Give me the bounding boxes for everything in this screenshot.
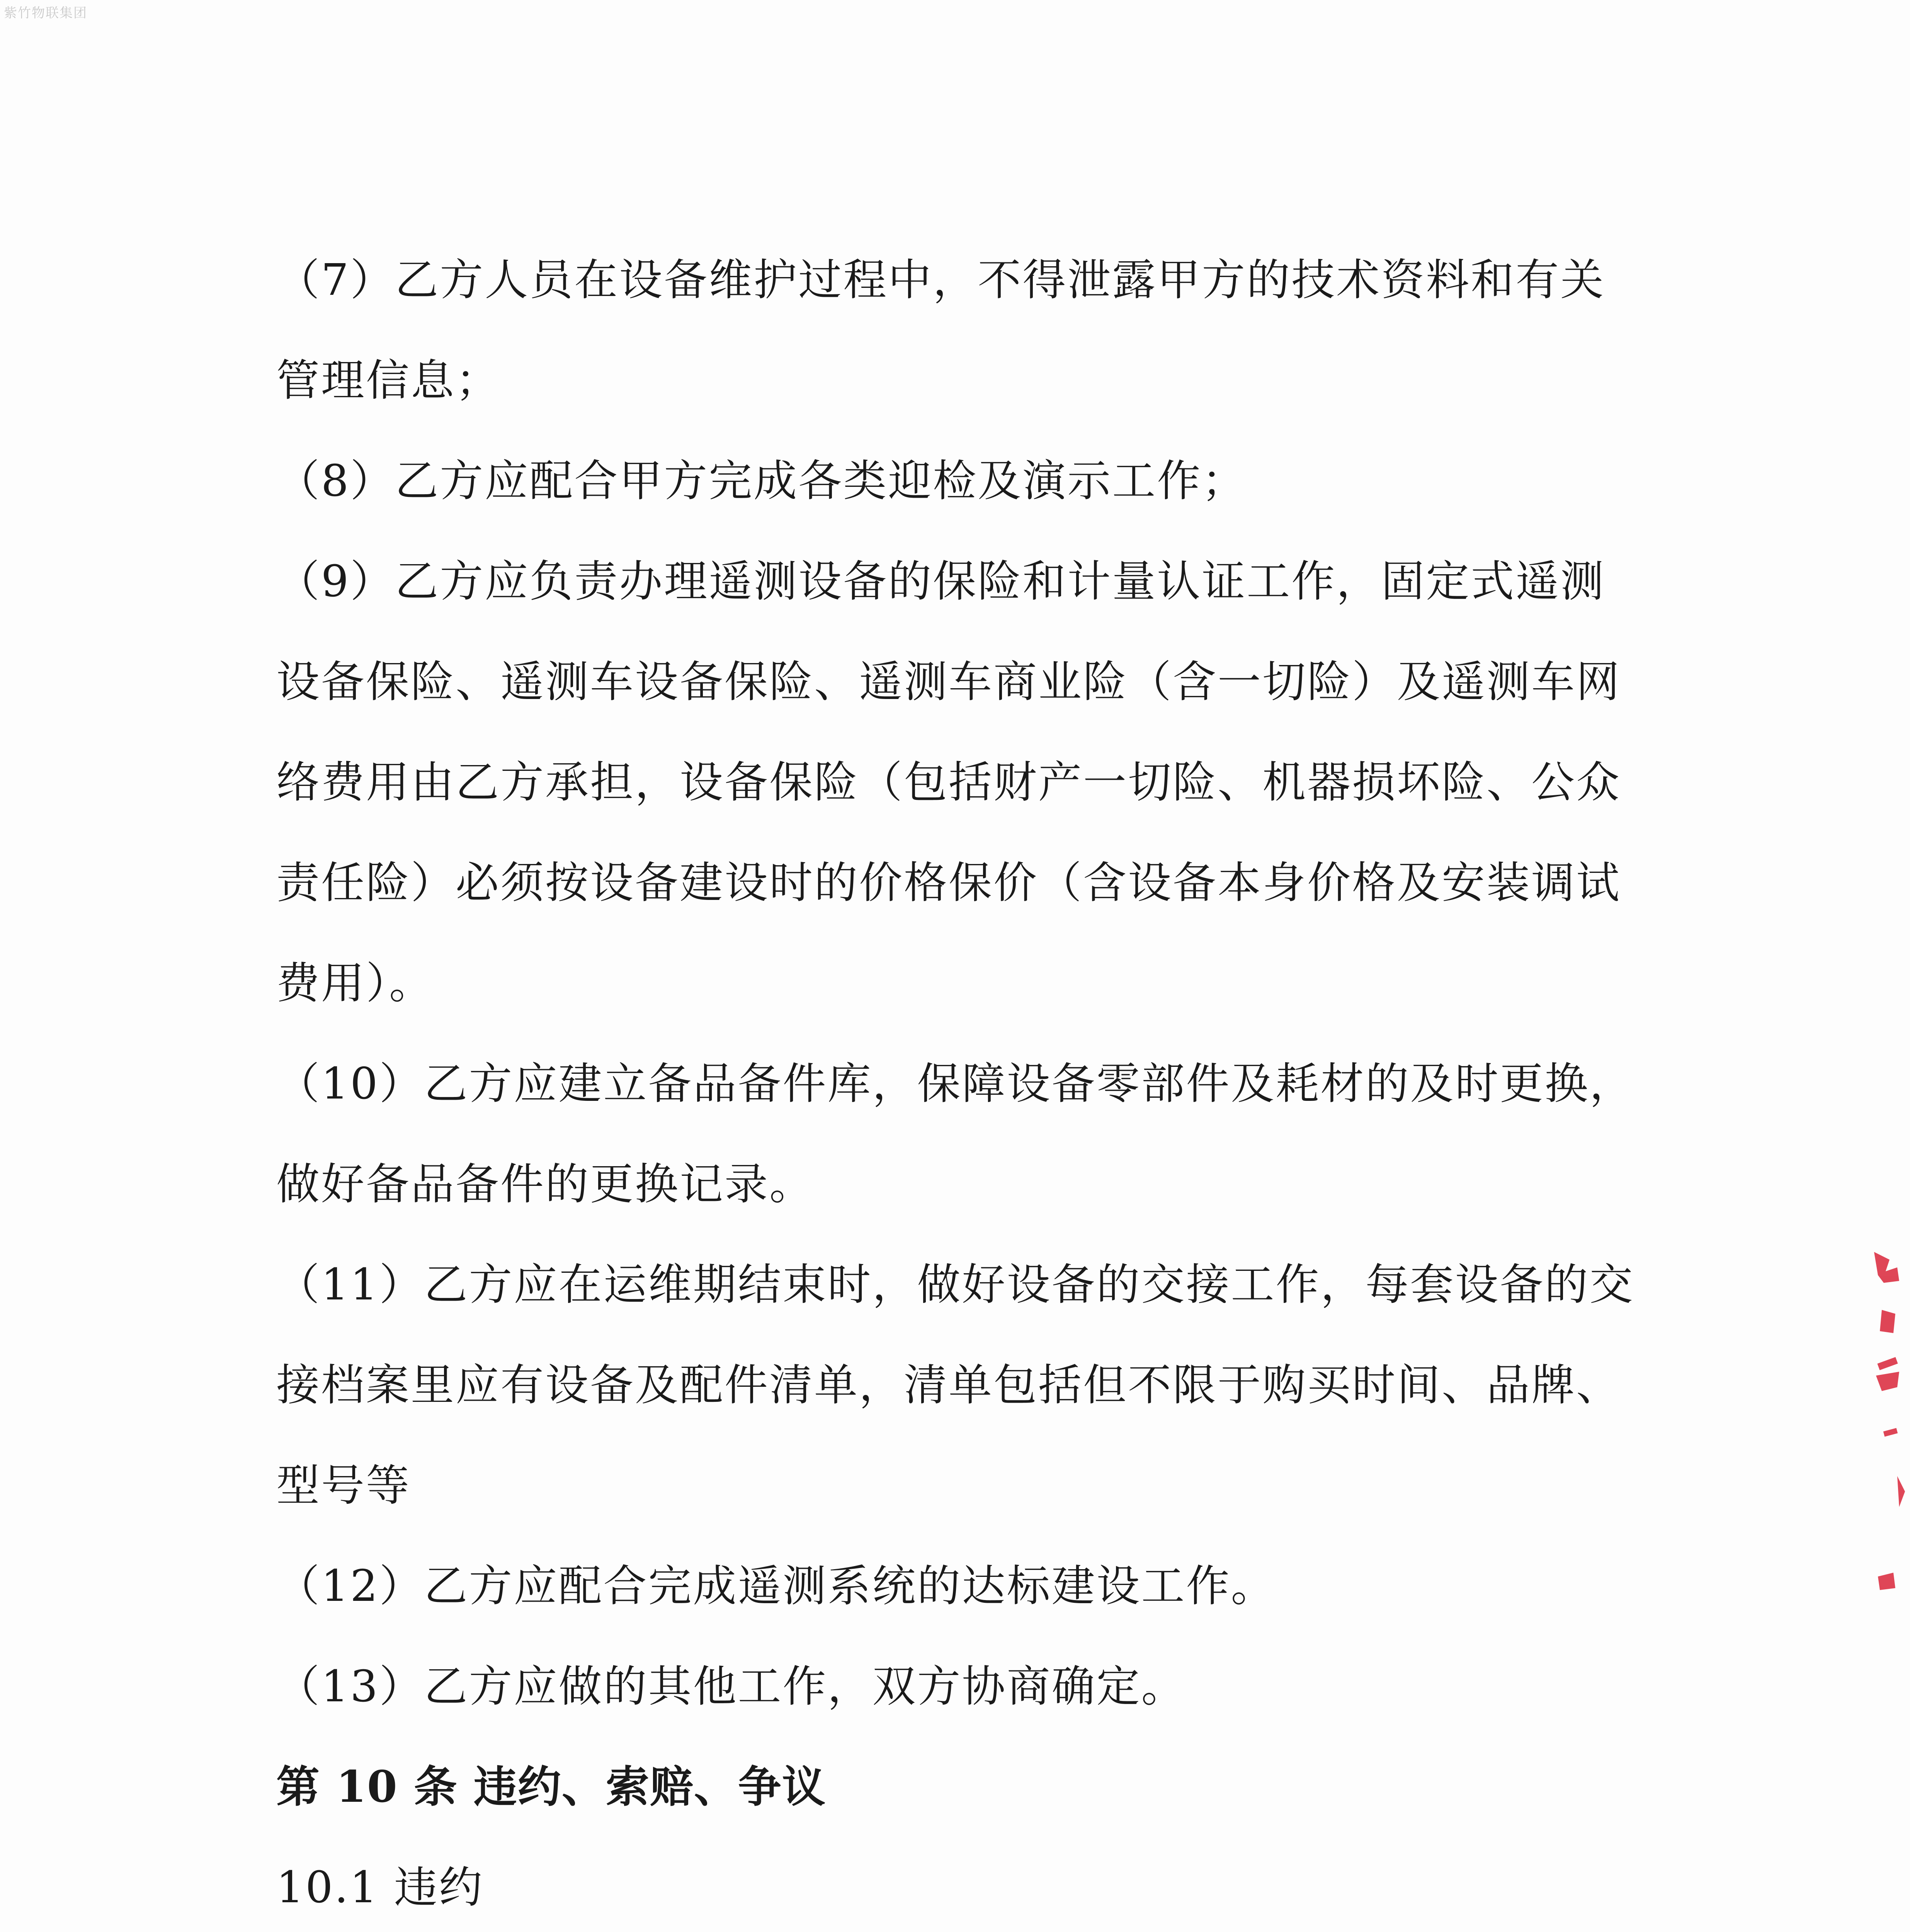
- watermark-text: 紫竹物联集团: [4, 5, 87, 21]
- paragraph-line: 费用）。: [276, 958, 434, 1009]
- seal-fragment-stamp: [1862, 1244, 1909, 1592]
- paragraph-line: （7）乙方人员在设备维护过程中，不得泄露甲方的技术资料和有关: [276, 255, 1606, 305]
- paragraph-line: （9）乙方应负责办理遥测设备的保险和计量认证工作，固定式遥测: [276, 556, 1606, 607]
- paragraph-line: 责任险）必须按设备建设时的价格保价（含设备本身价格及安装调试: [276, 858, 1621, 908]
- paragraph-line: 络费用由乙方承担，设备保险（包括财产一切险、机器损坏险、公众: [276, 757, 1621, 808]
- paragraph-line: 设备保险、遥测车设备保险、遥测车商业险（含一切险）及遥测车网: [276, 657, 1621, 707]
- paragraph-line: （13）乙方应做的其他工作，双方协商确定。: [276, 1662, 1186, 1712]
- paragraph-line: 接档案里应有设备及配件清单，清单包括但不限于购买时间、品牌、: [276, 1360, 1621, 1410]
- paragraph-line: 做好备品备件的更换记录。: [276, 1159, 814, 1209]
- section-heading: 第 10 条 违约、索赔、争议: [276, 1762, 826, 1812]
- paragraph-line: 管理信息；: [276, 355, 500, 406]
- paragraph-line: （12）乙方应配合完成遥测系统的达标建设工作。: [276, 1561, 1276, 1611]
- subsection-heading: 10.1 违约: [276, 1862, 484, 1913]
- paragraph-line: （8）乙方应配合甲方完成各类迎检及演示工作；: [276, 456, 1247, 506]
- paragraph-line: （11）乙方应在运维期结束时，做好设备的交接工作，每套设备的交: [276, 1260, 1634, 1310]
- paragraph-line: 型号等: [276, 1461, 411, 1511]
- paragraph-line: （10）乙方应建立备品备件库，保障设备零部件及耗材的及时更换，: [276, 1059, 1634, 1109]
